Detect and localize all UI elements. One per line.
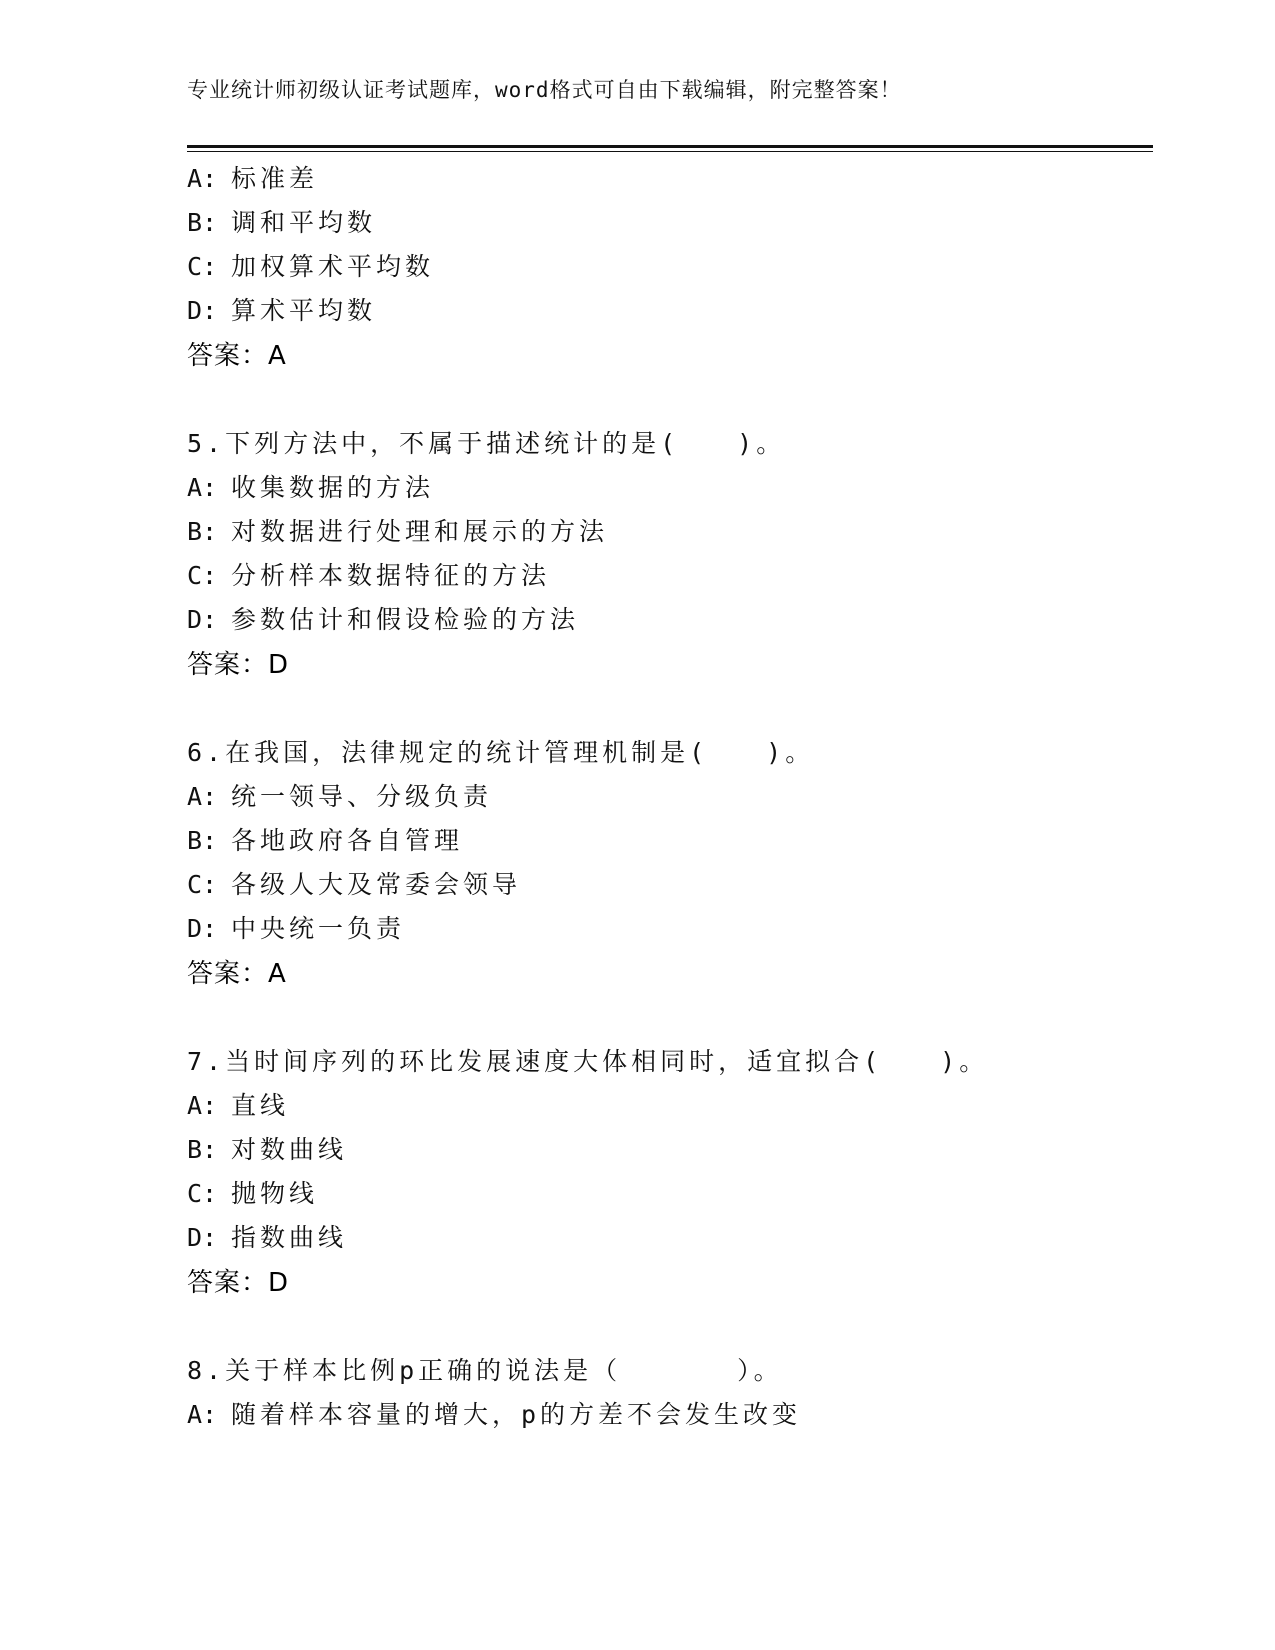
option-text: 调和平均数 xyxy=(231,208,377,237)
document-header: 专业统计师初级认证考试题库，word格式可自由下载编辑，附完整答案！ xyxy=(187,78,902,102)
option-text: 加权算术平均数 xyxy=(231,252,435,281)
q4-option-b xyxy=(187,207,376,239)
option-label: B: xyxy=(187,1135,218,1164)
option-text: 分析样本数据特征的方法 xyxy=(231,561,551,590)
option-label: C: xyxy=(187,561,218,590)
option-label: D: xyxy=(187,1223,218,1252)
q8-option-a xyxy=(187,1399,801,1431)
q5-option-a xyxy=(187,472,434,504)
option-label: A: xyxy=(187,473,218,502)
option-text: 对数曲线 xyxy=(231,1135,348,1164)
q5-option-b xyxy=(187,516,608,548)
q7-option-b xyxy=(187,1134,347,1166)
q6-question: 6.在我国，法律规定的统计管理机制是( )。 xyxy=(187,738,815,767)
q4-option-d xyxy=(187,295,376,327)
option-label: B: xyxy=(187,826,218,855)
q7-answer: 答案：D xyxy=(187,1268,290,1298)
q6-answer: 答案：A xyxy=(187,959,287,989)
option-label: C: xyxy=(187,252,218,281)
q6-option-d xyxy=(187,913,405,945)
q6-option-a xyxy=(187,781,492,813)
option-label: B: xyxy=(187,208,218,237)
option-label: C: xyxy=(187,1179,218,1208)
q7-option-c xyxy=(187,1178,318,1210)
option-label: B: xyxy=(187,517,218,546)
option-text: 对数据进行处理和展示的方法 xyxy=(231,517,609,546)
option-text: 抛物线 xyxy=(231,1179,319,1208)
q6-option-b xyxy=(187,825,463,857)
option-text: 算术平均数 xyxy=(231,296,377,325)
option-text: 统一领导、分级负责 xyxy=(231,782,493,811)
option-label: A: xyxy=(187,1091,218,1120)
option-text: 各级人大及常委会领导 xyxy=(231,870,522,899)
option-label: C: xyxy=(187,870,218,899)
option-label: D: xyxy=(187,296,218,325)
header-rule-thin xyxy=(187,151,1153,152)
q4-answer: 答案：A xyxy=(187,341,287,371)
q5-option-c xyxy=(187,560,550,592)
option-label: D: xyxy=(187,605,218,634)
q4-option-a xyxy=(187,163,318,195)
option-label: A: xyxy=(187,782,218,811)
option-text: 各地政府各自管理 xyxy=(231,826,464,855)
option-text: 中央统一负责 xyxy=(231,914,406,943)
q7-question: 7.当时间序列的环比发展速度大体相同时，适宜拟合( )。 xyxy=(187,1047,989,1076)
option-label: A: xyxy=(187,164,218,193)
option-text: 收集数据的方法 xyxy=(231,473,435,502)
q8-question: 8.关于样本比例p正确的说法是（ ）。 xyxy=(187,1356,783,1385)
q7-option-a xyxy=(187,1090,289,1122)
q5-answer: 答案：D xyxy=(187,650,290,680)
q7-option-d xyxy=(187,1222,347,1254)
q5-option-d xyxy=(187,604,579,636)
option-text: 参数估计和假设检验的方法 xyxy=(231,605,580,634)
option-text: 标准差 xyxy=(231,164,319,193)
q6-option-c xyxy=(187,869,521,901)
option-text: 指数曲线 xyxy=(231,1223,348,1252)
option-text: 随着样本容量的增大，p的方差不会发生改变 xyxy=(231,1400,802,1429)
option-label: D: xyxy=(187,914,218,943)
header-rule-thick xyxy=(187,145,1153,148)
q5-question: 5.下列方法中，不属于描述统计的是( )。 xyxy=(187,429,786,458)
q4-option-c xyxy=(187,251,434,283)
option-text: 直线 xyxy=(231,1091,290,1120)
option-label: A: xyxy=(187,1400,218,1429)
